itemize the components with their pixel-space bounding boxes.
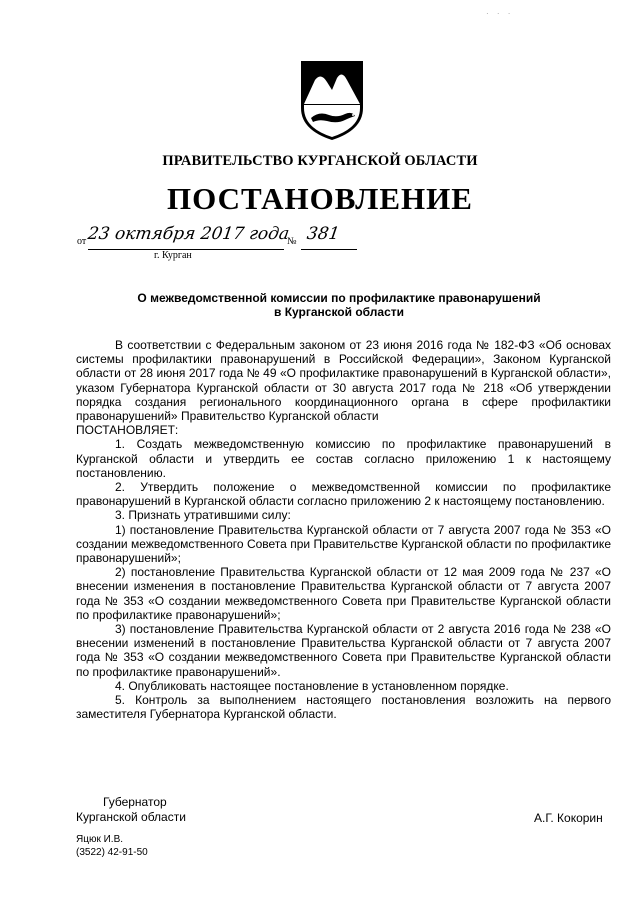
body-paragraph: 3. Признать утратившими силу: [115,508,291,523]
body-paragraph: ПОСТАНОВЛЯЕТ: [76,423,179,438]
date-prefix: от [77,236,87,247]
body-paragraph: 1) постановление Правительства Курганской области от 7 августа 2007 года № 353 «О создании межведомственного Совета при Правительстве Курганской области по профилактике правонарушений»; [76,522,611,566]
document-subject [0,291,640,319]
number-underline [301,249,357,250]
signatory-name: А.Г. Кокорин [534,811,603,825]
handwritten-number: 381 [305,224,341,244]
scan-artifact: · · · [486,9,514,18]
city: г. Курган [154,250,192,261]
body-paragraph: 2) постановление Правительства Курганской области от 12 мая 2009 года № 237 «О внесении изменения в постановление Правительства Курганской области от 7 августа 2007 года № 353 «О создании межведомственного Совета при Правительстве Курганской области по профилактике правонарушений»; [76,565,611,622]
signatory-position [76,795,186,825]
signatory-title: Губернатор [103,795,167,809]
body-paragraph: 2. Утвердить положение о межведомственной комиссии по профилактике правонарушений в Курганской области согласно приложению 2 к настоящему постановлению. [76,480,611,509]
body-paragraph: 5. Контроль за выполнением настоящего постановления возложить на первого заместителя Губернатора Курганской области. [76,693,611,722]
body-paragraph: 1. Создать межведомственную комиссию по профилактике правонарушений в Курганской области и утвердить ее состав согласно приложению 1 к настоящему постановлению. [76,437,611,480]
executor-info [76,833,148,859]
number-prefix: № [287,236,297,247]
handwritten-date: 23 октября 2017 года [86,224,291,244]
body-paragraph: В соответствии с Федеральным законом от 23 июня 2016 года № 182-ФЗ «Об основах системы профилактики правонарушений в Российской Федерации», Законом Курганской области от 28 июня 2017 года № 49 «О профилактике правонарушений в Курганской области», указом Губернатора Курганской области от 30 августа 2017 года № 218 «Об утверждении порядка создания регионального координационного органа в сфере профилактики правонарушений» Правительство Курганской области [76,338,611,424]
executor-name: Яцюк И.В. [76,834,124,845]
document-type: ПОСТАНОВЛЕНИЕ [167,181,473,216]
government-name: ПРАВИТЕЛЬСТВО КУРГАНСКОЙ ОБЛАСТИ [162,153,478,169]
subject-line: в Курганской области [273,305,405,319]
signatory-region: Курганской области [76,810,186,824]
body-paragraph: 3) постановление Правительства Курганской области от 2 августа 2016 года № 238 «О внесении изменений в постановление Правительства Курганской области от 7 августа 2007 года № 353 «О создании межведомственного Совета при Правительстве Курганской области по профилактике правонарушений». [76,622,611,679]
subject-line: О межведомственной комиссии по профилактике правонарушений [137,291,541,305]
kurgan-coat-of-arms-icon [297,58,367,142]
document-body [76,338,611,721]
body-paragraph: 4. Опубликовать настоящее постановление в установленном порядке. [115,678,509,693]
executor-phone: (3522) 42-91-50 [76,847,148,858]
